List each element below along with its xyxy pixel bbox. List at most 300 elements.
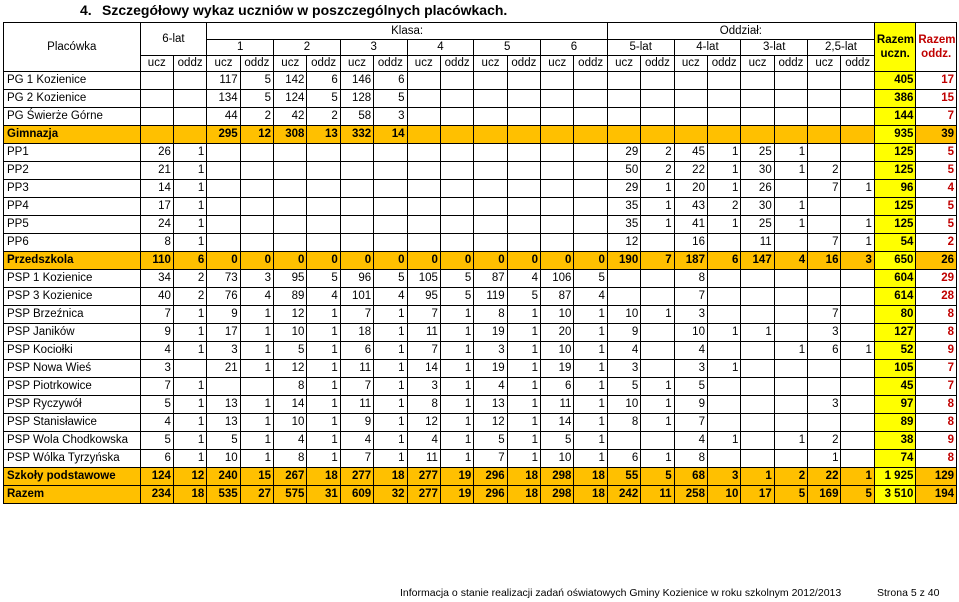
razem-oddz-cell: 9	[916, 342, 957, 360]
value-cell	[207, 144, 240, 162]
value-cell	[607, 90, 640, 108]
value-cell: 1	[307, 306, 340, 324]
value-cell	[741, 288, 774, 306]
row-label: PG 1 Kozienice	[4, 72, 141, 90]
value-cell: 11	[340, 396, 373, 414]
value-cell: 0	[307, 252, 340, 270]
row-label: PSP Nowa Wieś	[4, 360, 141, 378]
value-cell: 0	[207, 252, 240, 270]
value-cell: 13	[207, 396, 240, 414]
value-cell	[474, 126, 507, 144]
header-row-3	[4, 56, 957, 72]
value-cell: 1	[574, 378, 607, 396]
value-cell: 8	[474, 306, 507, 324]
razem-oddz-cell: 5	[916, 162, 957, 180]
value-cell	[407, 126, 440, 144]
value-cell	[173, 90, 206, 108]
value-cell: 13	[307, 126, 340, 144]
value-cell	[741, 108, 774, 126]
value-cell: 14	[374, 126, 407, 144]
value-cell: 0	[574, 252, 607, 270]
table-row	[4, 288, 957, 306]
oddz-subheader: oddz	[641, 56, 674, 72]
value-cell	[741, 306, 774, 324]
value-cell	[440, 72, 473, 90]
value-cell: 1	[240, 306, 273, 324]
row-label: Gimnazja	[4, 126, 141, 144]
value-cell: 7	[340, 378, 373, 396]
value-cell: 12	[274, 306, 307, 324]
value-cell: 3	[808, 396, 841, 414]
table-row	[4, 234, 957, 252]
oddz-subheader: oddz	[574, 56, 607, 72]
value-cell: 18	[374, 468, 407, 486]
value-cell	[307, 162, 340, 180]
value-cell	[340, 144, 373, 162]
value-cell: 9	[607, 324, 640, 342]
value-cell: 26	[140, 144, 173, 162]
value-cell: 4	[340, 432, 373, 450]
value-cell: 1	[173, 450, 206, 468]
value-cell: 1	[741, 324, 774, 342]
grade-header: 5	[474, 40, 541, 56]
value-cell	[440, 198, 473, 216]
value-cell: 4	[307, 288, 340, 306]
value-cell	[207, 378, 240, 396]
value-cell	[674, 126, 707, 144]
value-cell: 1	[307, 396, 340, 414]
razem-oddz-cell: 194	[916, 486, 957, 504]
row-label: Razem	[4, 486, 141, 504]
value-cell: 2	[808, 432, 841, 450]
value-cell: 1	[374, 306, 407, 324]
grade-header: 3	[340, 40, 407, 56]
value-cell	[641, 342, 674, 360]
value-cell: 1	[507, 450, 540, 468]
value-cell	[507, 234, 540, 252]
value-cell: 20	[541, 324, 574, 342]
value-cell: 0	[474, 252, 507, 270]
value-cell	[507, 72, 540, 90]
value-cell	[541, 126, 574, 144]
razem-oddz-cell: 29	[916, 270, 957, 288]
value-cell	[674, 72, 707, 90]
row-label: PP1	[4, 144, 141, 162]
value-cell	[340, 162, 373, 180]
value-cell	[474, 162, 507, 180]
value-cell	[841, 360, 874, 378]
value-cell: 1	[507, 414, 540, 432]
value-cell: 0	[274, 252, 307, 270]
value-cell: 7	[340, 450, 373, 468]
value-cell: 1	[240, 324, 273, 342]
value-cell: 0	[340, 252, 373, 270]
table-row	[4, 90, 957, 108]
value-cell: 277	[340, 468, 373, 486]
table-row	[4, 306, 957, 324]
value-cell: 12	[607, 234, 640, 252]
value-cell: 10	[541, 342, 574, 360]
oddzial-header: Oddział:	[607, 23, 874, 40]
row-label: PP2	[4, 162, 141, 180]
value-cell	[808, 414, 841, 432]
value-cell	[173, 72, 206, 90]
oddzial-age-header: 3-lat	[741, 40, 808, 56]
value-cell: 1	[240, 432, 273, 450]
ucz-subheader: ucz	[407, 56, 440, 72]
value-cell: 1	[374, 342, 407, 360]
table-row	[4, 414, 957, 432]
value-cell: 2	[808, 162, 841, 180]
value-cell: 1	[440, 360, 473, 378]
value-cell: 3	[207, 342, 240, 360]
ucz-subheader: ucz	[741, 56, 774, 72]
value-cell	[474, 198, 507, 216]
razem-uczn-cell: 125	[874, 144, 915, 162]
value-cell: 1	[641, 378, 674, 396]
razem-oddz-cell: 8	[916, 450, 957, 468]
value-cell	[240, 162, 273, 180]
value-cell	[574, 162, 607, 180]
value-cell	[841, 288, 874, 306]
value-cell	[440, 108, 473, 126]
value-cell: 295	[207, 126, 240, 144]
value-cell: 298	[541, 486, 574, 504]
value-cell: 1	[574, 324, 607, 342]
value-cell	[607, 432, 640, 450]
value-cell: 7	[407, 306, 440, 324]
value-cell: 10	[207, 450, 240, 468]
value-cell: 4	[607, 342, 640, 360]
value-cell	[808, 126, 841, 144]
value-cell: 10	[274, 324, 307, 342]
razem-oddz-cell: 28	[916, 288, 957, 306]
value-cell: 55	[607, 468, 640, 486]
value-cell: 6	[340, 342, 373, 360]
table-row	[4, 378, 957, 396]
value-cell	[507, 216, 540, 234]
row-label: PP5	[4, 216, 141, 234]
value-cell	[240, 216, 273, 234]
value-cell: 1	[641, 414, 674, 432]
value-cell	[774, 414, 807, 432]
value-cell: 2	[641, 162, 674, 180]
razem-oddz-cell: 2	[916, 234, 957, 252]
value-cell	[741, 414, 774, 432]
value-cell: 124	[274, 90, 307, 108]
value-cell: 1	[774, 216, 807, 234]
value-cell: 169	[808, 486, 841, 504]
value-cell: 5	[641, 468, 674, 486]
value-cell: 5	[374, 270, 407, 288]
value-cell	[407, 180, 440, 198]
value-cell: 4	[674, 342, 707, 360]
value-cell	[440, 90, 473, 108]
value-cell: 21	[207, 360, 240, 378]
table-row	[4, 72, 957, 90]
value-cell: 105	[407, 270, 440, 288]
value-cell	[407, 90, 440, 108]
value-cell: 10	[607, 396, 640, 414]
value-cell	[841, 378, 874, 396]
value-cell	[607, 126, 640, 144]
table-row	[4, 450, 957, 468]
value-cell: 6	[707, 252, 740, 270]
value-cell: 9	[340, 414, 373, 432]
value-cell: 5	[374, 90, 407, 108]
value-cell: 1	[641, 180, 674, 198]
value-cell: 18	[307, 468, 340, 486]
value-cell: 1	[841, 180, 874, 198]
value-cell	[374, 216, 407, 234]
value-cell: 11	[340, 360, 373, 378]
value-cell: 3	[707, 468, 740, 486]
value-cell	[841, 324, 874, 342]
value-cell	[741, 396, 774, 414]
value-cell	[407, 234, 440, 252]
razem-uczn-cell: 650	[874, 252, 915, 270]
value-cell: 7	[808, 234, 841, 252]
value-cell	[374, 234, 407, 252]
table-row	[4, 108, 957, 126]
value-cell: 12	[240, 126, 273, 144]
value-cell	[440, 126, 473, 144]
value-cell: 14	[274, 396, 307, 414]
row-label: PSP Janików	[4, 324, 141, 342]
value-cell: 1	[741, 468, 774, 486]
value-cell: 5	[307, 90, 340, 108]
razem-oddz-cell: 8	[916, 414, 957, 432]
value-cell: 1	[507, 378, 540, 396]
value-cell: 5	[140, 396, 173, 414]
value-cell	[707, 378, 740, 396]
value-cell	[541, 180, 574, 198]
value-cell	[774, 270, 807, 288]
value-cell: 5	[440, 288, 473, 306]
value-cell: 575	[274, 486, 307, 504]
value-cell: 18	[507, 468, 540, 486]
section-heading	[80, 2, 507, 18]
value-cell: 308	[274, 126, 307, 144]
value-cell	[541, 90, 574, 108]
value-cell: 5	[440, 270, 473, 288]
value-cell: 1	[440, 378, 473, 396]
value-cell: 22	[674, 162, 707, 180]
razem-uczn-cell: 405	[874, 72, 915, 90]
value-cell: 4	[474, 378, 507, 396]
value-cell	[607, 288, 640, 306]
value-cell: 1	[641, 396, 674, 414]
value-cell: 32	[374, 486, 407, 504]
value-cell: 27	[240, 486, 273, 504]
value-cell: 8	[140, 234, 173, 252]
value-cell: 5	[274, 342, 307, 360]
table-row	[4, 342, 957, 360]
value-cell: 30	[741, 198, 774, 216]
value-cell	[374, 198, 407, 216]
value-cell	[307, 144, 340, 162]
value-cell: 13	[207, 414, 240, 432]
value-cell: 9	[140, 324, 173, 342]
value-cell	[674, 108, 707, 126]
value-cell: 1	[374, 450, 407, 468]
value-cell: 1	[374, 378, 407, 396]
value-cell: 4	[374, 288, 407, 306]
value-cell	[140, 72, 173, 90]
value-cell: 5	[140, 432, 173, 450]
razem-uczn-cell: 74	[874, 450, 915, 468]
razem-oddz-cell: 5	[916, 216, 957, 234]
value-cell	[207, 216, 240, 234]
footer	[400, 587, 940, 599]
value-cell	[440, 216, 473, 234]
value-cell: 30	[741, 162, 774, 180]
value-cell	[240, 144, 273, 162]
value-cell: 7	[407, 342, 440, 360]
value-cell: 21	[140, 162, 173, 180]
value-cell: 12	[173, 468, 206, 486]
value-cell	[607, 270, 640, 288]
value-cell	[641, 234, 674, 252]
value-cell	[707, 270, 740, 288]
value-cell: 1	[173, 414, 206, 432]
razem-uczn-cell: 935	[874, 126, 915, 144]
value-cell: 18	[574, 468, 607, 486]
value-cell	[707, 72, 740, 90]
table-row	[4, 468, 957, 486]
value-cell: 1	[841, 342, 874, 360]
value-cell	[641, 108, 674, 126]
value-cell: 6	[808, 342, 841, 360]
value-cell: 1	[173, 180, 206, 198]
value-cell	[240, 378, 273, 396]
value-cell: 1	[641, 198, 674, 216]
value-cell: 1	[374, 432, 407, 450]
value-cell	[407, 216, 440, 234]
value-cell	[774, 450, 807, 468]
value-cell	[707, 234, 740, 252]
razem-oddz-cell: 9	[916, 432, 957, 450]
value-cell	[707, 342, 740, 360]
value-cell: 119	[474, 288, 507, 306]
value-cell: 20	[674, 180, 707, 198]
razem-uczn-cell: 125	[874, 198, 915, 216]
value-cell: 1	[507, 432, 540, 450]
razem-uczn-cell: 127	[874, 324, 915, 342]
oddz-subheader: oddz	[841, 56, 874, 72]
value-cell: 0	[407, 252, 440, 270]
value-cell: 0	[507, 252, 540, 270]
row-label: PSP 1 Kozienice	[4, 270, 141, 288]
row-label: PSP Stanisławice	[4, 414, 141, 432]
value-cell	[674, 90, 707, 108]
value-cell: 50	[607, 162, 640, 180]
value-cell	[841, 414, 874, 432]
row-label: PSP Kociołki	[4, 342, 141, 360]
header-row-1	[4, 23, 957, 40]
value-cell	[707, 126, 740, 144]
razem-oddz-cell: 39	[916, 126, 957, 144]
oddz-subheader: oddz	[374, 56, 407, 72]
value-cell	[541, 108, 574, 126]
value-cell: 8	[674, 450, 707, 468]
row-label: PSP Piotrkowice	[4, 378, 141, 396]
value-cell: 1	[641, 216, 674, 234]
value-cell: 9	[674, 396, 707, 414]
value-cell	[841, 126, 874, 144]
value-cell: 95	[407, 288, 440, 306]
value-cell: 1	[440, 414, 473, 432]
value-cell	[140, 108, 173, 126]
value-cell	[507, 126, 540, 144]
value-cell: 17	[140, 198, 173, 216]
value-cell	[707, 288, 740, 306]
value-cell	[374, 144, 407, 162]
value-cell	[541, 198, 574, 216]
table-row	[4, 252, 957, 270]
value-cell	[173, 108, 206, 126]
value-cell: 11	[741, 234, 774, 252]
value-cell	[707, 108, 740, 126]
value-cell: 1	[574, 414, 607, 432]
value-cell: 16	[808, 252, 841, 270]
value-cell: 1	[841, 468, 874, 486]
value-cell: 1	[374, 396, 407, 414]
value-cell: 5	[307, 270, 340, 288]
value-cell: 5	[574, 270, 607, 288]
value-cell: 535	[207, 486, 240, 504]
value-cell: 8	[674, 270, 707, 288]
oddzial-age-header: 5-lat	[607, 40, 674, 56]
value-cell: 1	[574, 450, 607, 468]
value-cell: 19	[474, 360, 507, 378]
value-cell: 4	[674, 432, 707, 450]
oddz-subheader: oddz	[240, 56, 273, 72]
value-cell	[841, 270, 874, 288]
value-cell: 1	[841, 216, 874, 234]
value-cell: 1	[440, 324, 473, 342]
value-cell	[407, 108, 440, 126]
students-table	[3, 22, 957, 504]
value-cell: 1	[440, 450, 473, 468]
value-cell	[307, 198, 340, 216]
razem-uczn-cell: 97	[874, 396, 915, 414]
value-cell	[207, 198, 240, 216]
value-cell: 24	[140, 216, 173, 234]
value-cell	[774, 108, 807, 126]
value-cell	[507, 90, 540, 108]
value-cell	[741, 90, 774, 108]
value-cell: 1	[173, 396, 206, 414]
value-cell: 3	[140, 360, 173, 378]
value-cell	[407, 72, 440, 90]
value-cell: 8	[607, 414, 640, 432]
section-title: Szczegółowy wykaz uczniów w poszczególnych placówkach.	[102, 2, 508, 18]
value-cell	[808, 108, 841, 126]
value-cell	[808, 216, 841, 234]
table-row	[4, 396, 957, 414]
razem-oddz-cell: 7	[916, 360, 957, 378]
value-cell: 1	[173, 198, 206, 216]
value-cell: 5	[207, 432, 240, 450]
footer-text: Informacja o stanie realizacji zadań oświatowych Gminy Kozienice w roku szkolnym 2012/2013	[400, 587, 842, 599]
value-cell: 7	[808, 306, 841, 324]
value-cell: 1	[707, 324, 740, 342]
value-cell: 1	[307, 414, 340, 432]
row-label: PSP Wólka Tyrzyńska	[4, 450, 141, 468]
value-cell	[741, 342, 774, 360]
klasa-header: Klasa:	[207, 23, 608, 40]
